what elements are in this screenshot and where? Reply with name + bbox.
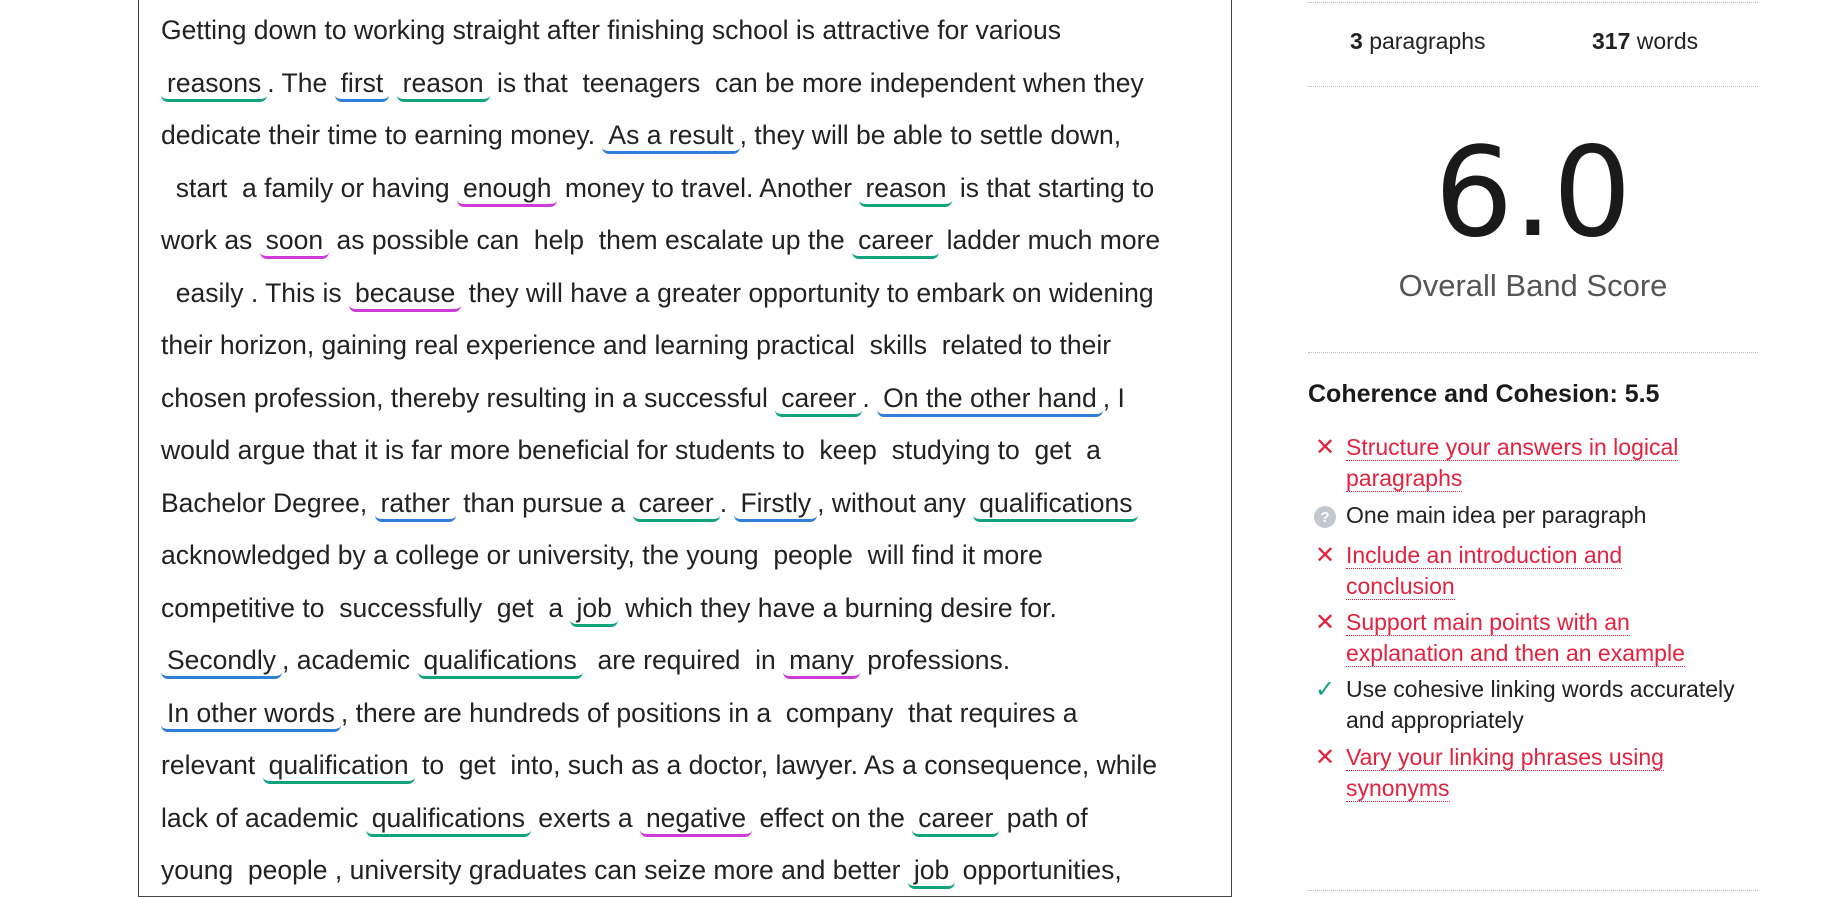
essay-text bbox=[161, 4, 1221, 897]
criterion-item-text: One main idea per paragraph bbox=[1346, 502, 1647, 528]
essay-text-segment: their horizon, gaining real experience and learning practical skills related to their bbox=[161, 330, 1112, 360]
essay-text-segment: dedicate their time to earning money. bbox=[161, 120, 603, 150]
score-panel bbox=[1308, 0, 1758, 897]
criterion-item-label bbox=[1346, 500, 1758, 531]
criterion-item-label[interactable] bbox=[1346, 432, 1758, 494]
highlighted-word[interactable]: Secondly bbox=[161, 644, 282, 679]
essay-text-segment: path of bbox=[999, 802, 1088, 833]
criterion-item-label[interactable] bbox=[1346, 742, 1758, 804]
highlighted-word[interactable]: reasons bbox=[161, 67, 267, 102]
criterion-item-text[interactable]: Structure your answers in logical bbox=[1346, 434, 1679, 460]
essay-text-segment: . bbox=[719, 487, 735, 518]
highlighted-word[interactable]: reason bbox=[859, 172, 952, 207]
criterion-item-label[interactable] bbox=[1346, 540, 1758, 602]
essay-line bbox=[161, 319, 1221, 372]
essay-panel bbox=[138, 0, 1232, 897]
essay-line bbox=[161, 57, 1221, 110]
criterion-item-label[interactable] bbox=[1346, 607, 1758, 669]
word-count-label: words bbox=[1636, 28, 1699, 54]
highlighted-word[interactable]: many bbox=[783, 644, 860, 679]
essay-text-segment bbox=[389, 68, 396, 98]
divider bbox=[1308, 86, 1758, 87]
essay-text-segment: professions. bbox=[859, 645, 1011, 675]
essay-line bbox=[161, 582, 1221, 635]
essay-line bbox=[161, 739, 1221, 792]
essay-line bbox=[161, 477, 1221, 530]
highlighted-word[interactable]: As a result bbox=[602, 119, 739, 154]
essay-text-segment: chosen profession, thereby resulting in a successful bbox=[161, 382, 776, 413]
divider bbox=[1308, 890, 1758, 891]
paragraph-count-label: paragraphs bbox=[1369, 28, 1486, 54]
essay-text-segment: , academic bbox=[282, 645, 418, 675]
criterion-item-text: and appropriately bbox=[1346, 707, 1524, 733]
highlighted-word[interactable]: career bbox=[852, 224, 939, 259]
criterion-title: Coherence and Cohesion: 5.5 bbox=[1308, 380, 1660, 408]
highlighted-word[interactable]: enough bbox=[457, 172, 557, 207]
essay-text-segment: is that starting to bbox=[952, 172, 1155, 203]
paragraph-count-value: 3 bbox=[1350, 28, 1363, 54]
highlighted-word[interactable]: qualifications bbox=[418, 644, 583, 679]
highlighted-word[interactable]: career bbox=[633, 487, 720, 522]
essay-line bbox=[161, 372, 1221, 425]
criterion-item-text[interactable]: Support main points with an bbox=[1346, 609, 1630, 635]
paragraph-count bbox=[1350, 28, 1486, 55]
essay-text-segment: . The bbox=[267, 67, 335, 98]
essay-text-segment: they will have a greater opportunity to embark on widening bbox=[461, 277, 1154, 308]
overall-band-score: 6.0 bbox=[1434, 121, 1632, 265]
cross-icon: ✕ bbox=[1314, 743, 1336, 771]
essay-line bbox=[161, 4, 1221, 57]
criterion-item-text[interactable]: paragraphs bbox=[1346, 465, 1463, 491]
essay-line bbox=[161, 634, 1221, 687]
highlighted-word[interactable]: On the other hand bbox=[877, 382, 1103, 417]
criterion-item-text[interactable]: Vary your linking phrases using bbox=[1346, 744, 1664, 770]
essay-text-segment: , without any bbox=[817, 487, 974, 518]
essay-line bbox=[161, 844, 1221, 897]
criterion-item-text[interactable]: conclusion bbox=[1346, 573, 1455, 599]
highlighted-word[interactable]: Firstly bbox=[734, 487, 817, 522]
essay-line bbox=[161, 792, 1221, 845]
highlighted-word[interactable]: job bbox=[570, 592, 617, 627]
criterion-item-text: Use cohesive linking words accurately bbox=[1346, 676, 1735, 702]
highlighted-word[interactable]: first bbox=[335, 67, 390, 102]
essay-text-segment: competitive to successfully get a bbox=[161, 592, 571, 623]
check-icon: ✓ bbox=[1314, 675, 1336, 703]
essay-line bbox=[161, 424, 1221, 477]
highlighted-word[interactable]: qualifications bbox=[366, 802, 531, 837]
criterion-item-text[interactable]: Include an introduction and bbox=[1346, 542, 1623, 568]
cross-icon: ✕ bbox=[1314, 541, 1336, 569]
essay-text-segment: which they have a burning desire for. bbox=[617, 592, 1057, 623]
divider bbox=[1308, 352, 1758, 353]
highlighted-word[interactable]: negative bbox=[640, 802, 752, 837]
essay-text-segment: lack of academic bbox=[161, 802, 366, 833]
highlighted-word[interactable]: qualification bbox=[263, 749, 415, 784]
criterion-item-text[interactable]: explanation and then an example bbox=[1346, 640, 1685, 666]
highlighted-word[interactable]: job bbox=[908, 854, 955, 889]
essay-text-segment: money to travel. Another bbox=[557, 172, 860, 203]
overall-band-score-label: Overall Band Score bbox=[1398, 268, 1668, 303]
essay-line bbox=[161, 267, 1221, 320]
essay-text-segment: Bachelor Degree, bbox=[161, 487, 375, 518]
highlighted-word[interactable]: reason bbox=[397, 67, 490, 102]
highlighted-word[interactable]: soon bbox=[260, 224, 329, 259]
essay-text-segment: is that teenagers can be more independent when they bbox=[489, 67, 1144, 98]
essay-text-segment: ladder much more bbox=[939, 225, 1161, 255]
criterion-item-label bbox=[1346, 674, 1758, 736]
criterion-item-text[interactable]: synonyms bbox=[1346, 775, 1450, 801]
word-count bbox=[1592, 28, 1698, 55]
essay-line bbox=[161, 109, 1221, 162]
highlighted-word[interactable]: qualifications bbox=[973, 487, 1138, 522]
essay-text-segment: , there are hundreds of positions in a company that requires a bbox=[340, 697, 1078, 728]
essay-text-segment: , they will be able to settle down, bbox=[739, 120, 1122, 150]
essay-text-segment: start a family or having bbox=[161, 172, 458, 203]
essay-text-segment: opportunities, bbox=[955, 855, 1122, 885]
essay-text-segment: exerts a bbox=[530, 802, 640, 833]
essay-text-segment: , I bbox=[1102, 382, 1125, 413]
highlighted-word[interactable]: In other words bbox=[161, 697, 341, 732]
essay-text-segment: are required in bbox=[582, 645, 784, 675]
essay-text-segment: young people , university graduates can seize more and better bbox=[161, 855, 908, 885]
essay-text-segment: than pursue a bbox=[455, 487, 633, 518]
essay-line bbox=[161, 687, 1221, 740]
word-count-value: 317 bbox=[1592, 28, 1631, 54]
essay-line bbox=[161, 214, 1221, 267]
cross-icon: ✕ bbox=[1314, 433, 1336, 461]
highlighted-word[interactable]: career bbox=[912, 802, 999, 837]
essay-text-segment: as possible can help them escalate up the bbox=[329, 225, 853, 255]
essay-text-segment: . bbox=[862, 382, 878, 413]
essay-text-segment: would argue that it is far more beneficial for students to keep studying to get a bbox=[161, 435, 1101, 465]
essay-text-segment: Getting down to working straight after finishing school is attractive for various bbox=[161, 15, 1061, 45]
highlighted-word[interactable]: because bbox=[349, 277, 461, 312]
highlighted-word[interactable]: rather bbox=[375, 487, 456, 522]
essay-text-segment: to get into, such as a doctor, lawyer. As a consequence, while bbox=[414, 750, 1158, 780]
essay-line bbox=[161, 162, 1221, 215]
essay-text-segment: effect on the bbox=[752, 802, 913, 833]
highlighted-word[interactable]: career bbox=[775, 382, 862, 417]
essay-line bbox=[161, 529, 1221, 582]
essay-text-segment: acknowledged by a college or university, the young people will find it more bbox=[161, 540, 1043, 570]
divider bbox=[1308, 2, 1758, 3]
essay-text-segment: relevant bbox=[161, 750, 263, 780]
essay-text-segment: easily . This is bbox=[161, 277, 350, 308]
essay-text-segment: work as bbox=[161, 225, 260, 255]
question-icon: ? bbox=[1314, 506, 1336, 528]
cross-icon: ✕ bbox=[1314, 608, 1336, 636]
